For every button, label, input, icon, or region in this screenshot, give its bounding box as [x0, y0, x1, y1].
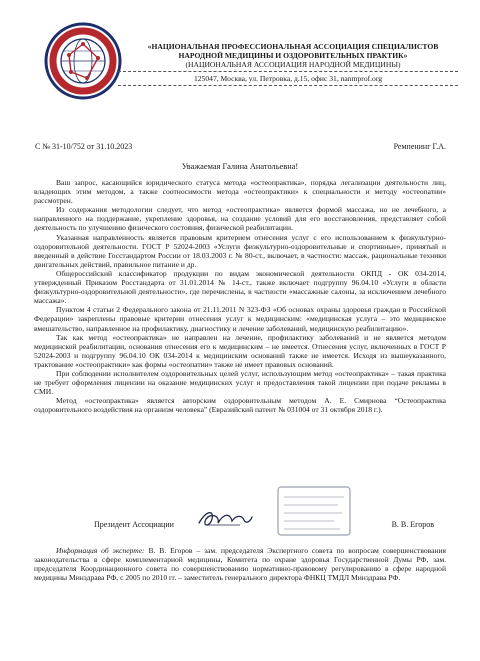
association-logo: [44, 22, 122, 100]
letter-addressee: Ремпенинг Г.А.: [393, 142, 446, 151]
signatory-position: Президент Ассоциации: [94, 520, 174, 529]
body-paragraph: Ваш запрос, касающийся юридического статуса метода «остеопрактика», порядка легализации деятельности лиц, владеющих этим методом, а также соотносимости метода «остеопрактики» к специальности и методу «остеопатии» рассмотрен.: [34, 178, 446, 206]
body-paragraph: Из содержания методологии следует, что метод «остеопрактика» является формой массажа, но не лечебного, а направленного на поддержание, укрепление здоровья, на создание условий для его восстановления, представляет собой деятельность по улучшению физического состояния, физической реабилитации.: [34, 205, 446, 233]
expert-info-text: В. В. Егоров – зам. председателя Экспертного совета по вопросам совершенствования законодательства в сфере комплементарной медицины, Комитета по охране здоровья Государственной Думы РФ, зам. председателя Координационного совета по совершенствованию нормативно-правовому регулированию в сфере народной медицины Минздрава РФ, с 2005 по 2010 гг. – заместитель генерального директора ФНКЦ ТМДЛ Минздрава РФ.: [34, 546, 446, 583]
association-stamp: [276, 485, 352, 537]
letter-reference: С № 31-10/752 от 31.10.2023: [35, 142, 133, 151]
organization-name: [128, 42, 458, 69]
body-paragraph: Метод «остеопрактика» является авторским оздоровительным методом А. Е. Смирнова “Остеопрактика оздоровительного воздействия на организм человека” (Евразийский патент № 031004 от 31 октября 2018 г.).: [34, 396, 446, 415]
organization-address: 125047, Москва, ул. Петровка, д.15, офис 31, nanmprof.org: [193, 74, 383, 83]
letter-body: [34, 178, 446, 414]
organization-short-name: (НАЦИОНАЛЬНАЯ АССОЦИАЦИЯ НАРОДНОЙ МЕДИЦИНЫ): [185, 60, 401, 69]
header-divider-top: [118, 71, 458, 72]
body-paragraph: Указанная направленность является правовым критерием отнесения услуг с его использованием к физкультурно-оздоровительной деятельности. ГОСТ Р 52024-2003 «Услуги физкультурно-оздоровительные и спортивные», принятый и введенный в действие Госстандартом России от 18.03.2003 г. № 80-ст., включает, в частности: массаж, рациональные техники двигательных действий, правильное питание и др.: [34, 232, 446, 269]
expert-info: [34, 546, 446, 582]
expert-info-label: Информация об эксперте:: [56, 546, 145, 555]
organization-name-line1: «НАЦИОНАЛЬНАЯ ПРОФЕССИОНАЛЬНАЯ АССОЦИАЦИЯ СПЕЦИАЛИСТОВ: [147, 42, 439, 51]
handwritten-signature: [196, 505, 254, 531]
body-paragraph: Общероссийский классификатор продукции по видам экономической деятельности ОКПД - ОК 034-2014, утвержденный Приказом Росстандарта от 31.01.2014 № 14-ст., также включает подгруппу 96.04.10 «Услуги в области физкультурно-оздоровительной деятельности», где перечислены, в частности «массажные салоны, за исключением лечебного массажа».: [34, 268, 446, 306]
signatory-name: В. В. Егоров: [391, 520, 434, 529]
body-paragraph: Пунктом 4 статьи 2 Федерального закона от 21.11.2011 N 323-ФЗ «Об основах охраны здоровья граждан в Российской Федерации» закреплены правовые критерии отнесения услуг к медицинским: «медицинская услуга – это медицинское вмешательство, направленное на профилактику, диагностику и лечение заболеваний, медицинскую реабилитацию».: [34, 305, 446, 333]
header-divider-bottom: [118, 85, 458, 86]
body-paragraph: Так как метод «остеопрактика» не направлен на лечение, профилактику заболеваний и не является методом медицинской реабилитации, основания отнесения его к медицинским – не имеется. Отнесения услуг, включенных в ГОСТ Р 52024-2003 и подгруппу 96.04.10 ОК 034-2014 к медицинским оснований также не имеется. Исходя из вышеуказанного, трактование «остеопрактики» как формы «остеопатии» также не имеет правовых оснований.: [34, 332, 446, 369]
organization-name-line2: НАРОДНОЙ МЕДИЦИНЫ И ОЗДОРОВИТЕЛЬНЫХ ПРАКТИК»: [178, 51, 408, 60]
body-paragraph: При соблюдении исполнителем оздоровительных целей услуг, использующим метод «остеопрактика» – такая практика не требует оформления лицензии на оказание медицинских услуг и предоставления такой лицензии при подаче рекламы в СМИ.: [34, 368, 446, 397]
letter-greeting: Уважаемая Галина Анатольевна!: [181, 162, 299, 171]
